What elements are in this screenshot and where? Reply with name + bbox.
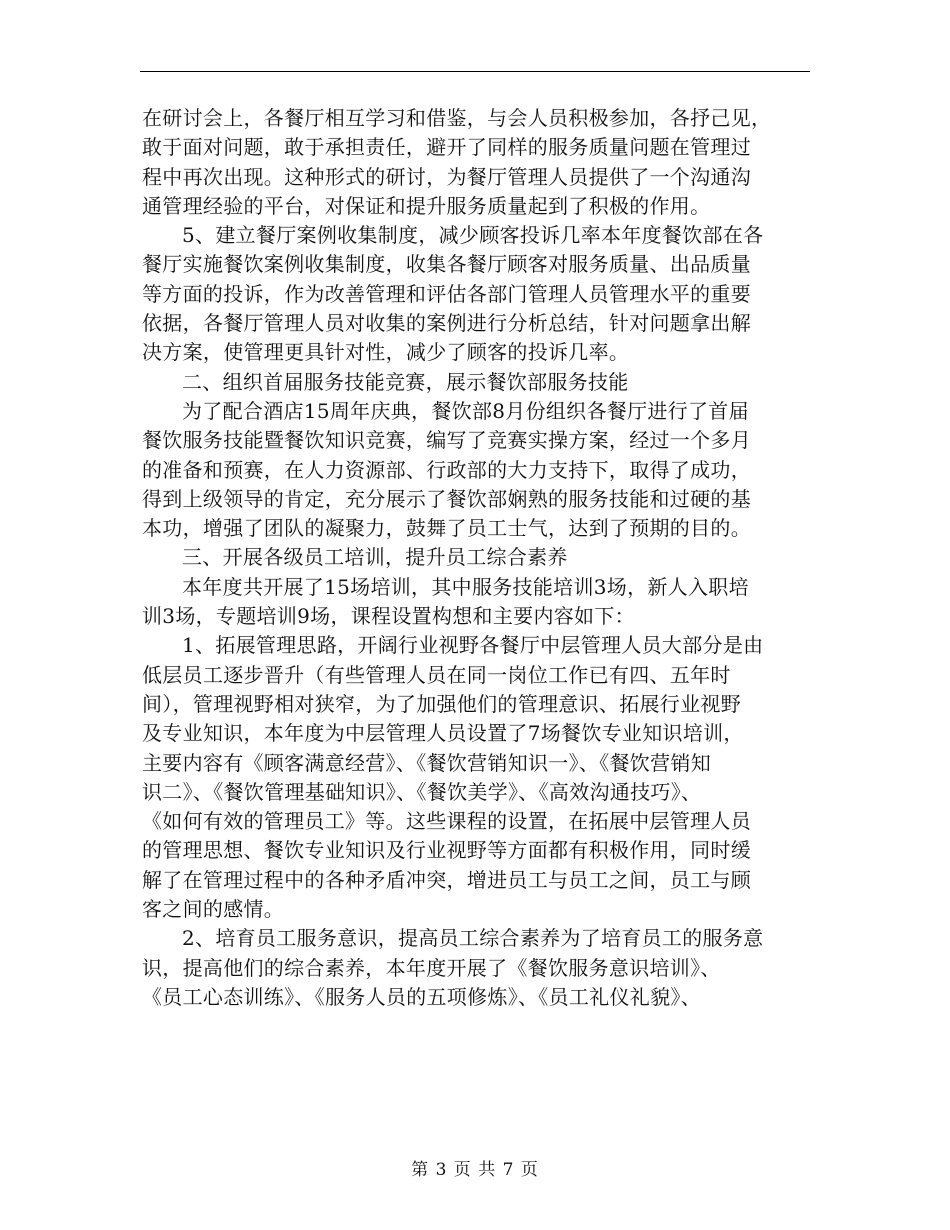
section-heading: 三、开展各级员工培训，提升员工综合素养 <box>182 545 568 570</box>
text-line: 间），管理视野相对狭窄，为了加强他们的管理意识、拓展行业视野 <box>142 691 741 716</box>
text-line: 解了在管理过程中的各种矛盾冲突，增进员工与员工之间，员工与顾 <box>142 867 751 892</box>
text-line: 的准备和预赛，在人力资源部、行政部的大力支持下，取得了成功， <box>142 457 751 482</box>
text-line: 客之间的感情。 <box>142 897 285 922</box>
text-line: 等方面的投诉，作为改善管理和评估各部门管理人员管理水平的重要 <box>142 281 751 306</box>
section-heading: 二、组织首届服务技能竞赛，展示餐饮部服务技能 <box>182 369 629 394</box>
document-body <box>142 104 808 1012</box>
text-line: 餐厅实施餐饮案例收集制度，收集各餐厅顾客对服务质量、出品质量 <box>142 252 751 277</box>
text-line: 敢于面对问题，敢于承担责任，避开了同样的服务质量问题在管理过 <box>142 135 751 160</box>
text-line: 《如何有效的管理员工》等。这些课程的设置，在拓展中层管理人员 <box>142 809 751 834</box>
text-line: 2、培育员工服务意识，提高员工综合素养为了培育员工的服务意 <box>182 926 764 951</box>
text-line: 为了配合酒店15周年庆典，餐饮部8月份组织各餐厅进行了首届 <box>182 398 749 423</box>
header-rule <box>140 71 810 72</box>
text-line: 决方案，使管理更具针对性，减少了顾客的投诉几率。 <box>142 340 630 365</box>
text-line: 餐饮服务技能暨餐饮知识竞赛，编写了竞赛实操方案，经过一个多月 <box>142 428 751 453</box>
text-line: 《员工心态训练》、《服务人员的五项修炼》、《员工礼仪礼貌》、 <box>142 984 701 1009</box>
text-line: 识，提高他们的综合素养，本年度开展了《餐饮服务意识培训》、 <box>142 955 721 980</box>
text-line: 在研讨会上，各餐厅相互学习和借鉴，与会人员积极参加，各抒己见， <box>142 106 772 130</box>
text-line: 训3场，专题培训9场，课程设置构想和主要内容如下： <box>142 604 635 629</box>
text-line: 主要内容有《顾客满意经营》、《餐饮营销知识一》、《餐饮营销知 <box>142 750 711 775</box>
text-line: 本功，增强了团队的凝聚力，鼓舞了员工士气，达到了预期的目的。 <box>142 516 751 541</box>
text-line: 通管理经验的平台，对保证和提升服务质量起到了积极的作用。 <box>142 193 711 218</box>
text-line: 本年度共开展了15场培训，其中服务技能培训3场，新人入职培 <box>182 574 749 599</box>
text-line: 依据，各餐厅管理人员对收集的案例进行分析总结，针对问题拿出解 <box>142 311 751 336</box>
text-line: 识二》、《餐饮管理基础知识》、《餐饮美学》、《高效沟通技巧》、 <box>142 779 702 804</box>
text-line: 低层员工逐步晋升（有些管理人员在同一岗位工作已有四、五年时 <box>142 662 731 687</box>
text-line: 的管理思想、餐饮专业知识及行业视野等方面都有积极作用，同时缓 <box>142 838 751 863</box>
text-line: 5、建立餐厅案例收集制度，减少顾客投诉几率本年度餐饮部在各 <box>182 223 764 248</box>
page-number: 第 3 页 共 7 页 <box>411 1160 539 1180</box>
text-line: 及专业知识，本年度为中层管理人员设置了7场餐饮专业知识培训， <box>142 721 744 746</box>
text-line: 程中再次出现。这种形式的研讨，为餐厅管理人员提供了一个沟通沟 <box>142 164 751 189</box>
text-line: 得到上级领导的肯定，充分展示了餐饮部娴熟的服务技能和过硬的基 <box>142 486 751 511</box>
text-line: 1、拓展管理思路，开阔行业视野各餐厅中层管理人员大部分是由 <box>182 633 764 658</box>
